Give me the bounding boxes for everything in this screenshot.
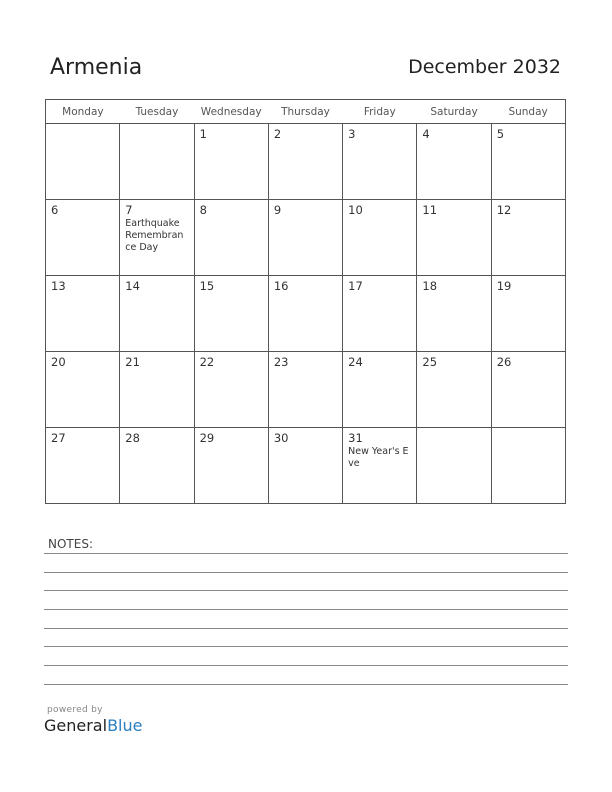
day-cell	[417, 276, 491, 352]
day-number: 4	[422, 127, 430, 141]
day-number: 12	[496, 203, 512, 217]
day-cell	[120, 428, 194, 504]
notes-line	[44, 684, 568, 685]
day-number: 14	[125, 279, 140, 293]
weekday-header: Sunday	[491, 100, 565, 124]
day-cell	[268, 428, 342, 504]
week-row	[46, 124, 566, 200]
calendar-month-title: December 2032	[408, 56, 561, 78]
day-cell	[120, 352, 194, 428]
day-cell	[417, 352, 491, 428]
day-number: 25	[422, 355, 438, 369]
day-number: 31	[348, 431, 363, 445]
week-row	[46, 352, 566, 428]
day-cell	[46, 276, 120, 352]
day-number: 15	[199, 279, 215, 293]
day-cell	[268, 124, 342, 200]
day-cell	[491, 124, 565, 200]
day-number: 11	[422, 203, 438, 217]
day-cell	[417, 428, 491, 504]
day-number: 18	[422, 279, 438, 293]
notes-line	[44, 609, 568, 610]
day-cell	[46, 200, 120, 276]
day-number: 28	[125, 431, 140, 445]
day-cell	[194, 428, 268, 504]
day-number: 6	[51, 203, 59, 217]
notes-line	[44, 590, 568, 591]
weekday-header: Tuesday	[120, 100, 194, 124]
day-number: 24	[348, 355, 363, 369]
day-cell	[343, 352, 417, 428]
weekday-header: Monday	[46, 100, 120, 124]
day-number: 26	[496, 355, 512, 369]
weekday-header: Thursday	[268, 100, 342, 124]
day-number: 27	[51, 431, 66, 445]
day-number: 13	[51, 279, 66, 293]
holiday-label: Earthquake Remembrance Day	[125, 218, 184, 253]
day-cell	[491, 428, 565, 504]
day-number: 2	[273, 127, 282, 141]
day-cell	[194, 200, 268, 276]
week-row	[46, 200, 566, 276]
day-number: 30	[273, 431, 289, 445]
brand-name-general: General	[44, 716, 108, 735]
day-number: 21	[125, 355, 140, 369]
day-cell	[120, 200, 194, 276]
day-number: 29	[199, 431, 215, 445]
day-cell	[491, 276, 565, 352]
day-number: 9	[273, 203, 282, 217]
powered-by-text: powered by	[47, 705, 103, 715]
day-cell	[120, 276, 194, 352]
day-cell	[343, 276, 417, 352]
day-number: 16	[273, 279, 289, 293]
day-number: 10	[348, 203, 363, 217]
day-cell	[268, 200, 342, 276]
day-cell	[343, 200, 417, 276]
day-number: 17	[348, 279, 363, 293]
weekday-header: Friday	[343, 100, 417, 124]
notes-line	[44, 572, 568, 573]
day-number: 3	[348, 127, 356, 141]
day-number: 1	[199, 127, 207, 141]
notes-line	[44, 646, 568, 647]
brand-name-blue: Blue	[107, 716, 143, 735]
brand-logo	[44, 716, 142, 735]
calendar-grid	[45, 99, 566, 504]
day-number: 22	[199, 355, 215, 369]
notes-label: NOTES:	[48, 537, 93, 551]
day-cell	[491, 200, 565, 276]
day-number: 8	[199, 203, 207, 217]
day-number: 7	[125, 203, 133, 217]
weekday-header: Saturday	[417, 100, 491, 124]
day-cell	[194, 276, 268, 352]
day-cell	[491, 352, 565, 428]
day-cell	[417, 124, 491, 200]
weekday-header-row	[46, 100, 566, 124]
day-cell	[46, 428, 120, 504]
day-number: 19	[496, 279, 512, 293]
notes-line	[44, 553, 568, 554]
day-cell	[268, 276, 342, 352]
calendar-country-title: Armenia	[50, 55, 143, 80]
day-cell	[343, 124, 417, 200]
day-cell	[194, 352, 268, 428]
day-cell	[194, 124, 268, 200]
day-cell	[268, 352, 342, 428]
day-cell	[120, 124, 194, 200]
week-row	[46, 428, 566, 504]
day-cell	[417, 200, 491, 276]
day-number: 5	[496, 127, 505, 141]
day-cell	[46, 124, 120, 200]
day-cell	[46, 352, 120, 428]
day-number: 23	[273, 355, 289, 369]
holiday-label: New Year's Eve	[348, 446, 409, 469]
notes-line	[44, 628, 568, 629]
weekday-header: Wednesday	[194, 100, 268, 124]
notes-line	[44, 665, 568, 666]
day-number: 20	[51, 355, 66, 369]
week-row	[46, 276, 566, 352]
day-cell	[343, 428, 417, 504]
